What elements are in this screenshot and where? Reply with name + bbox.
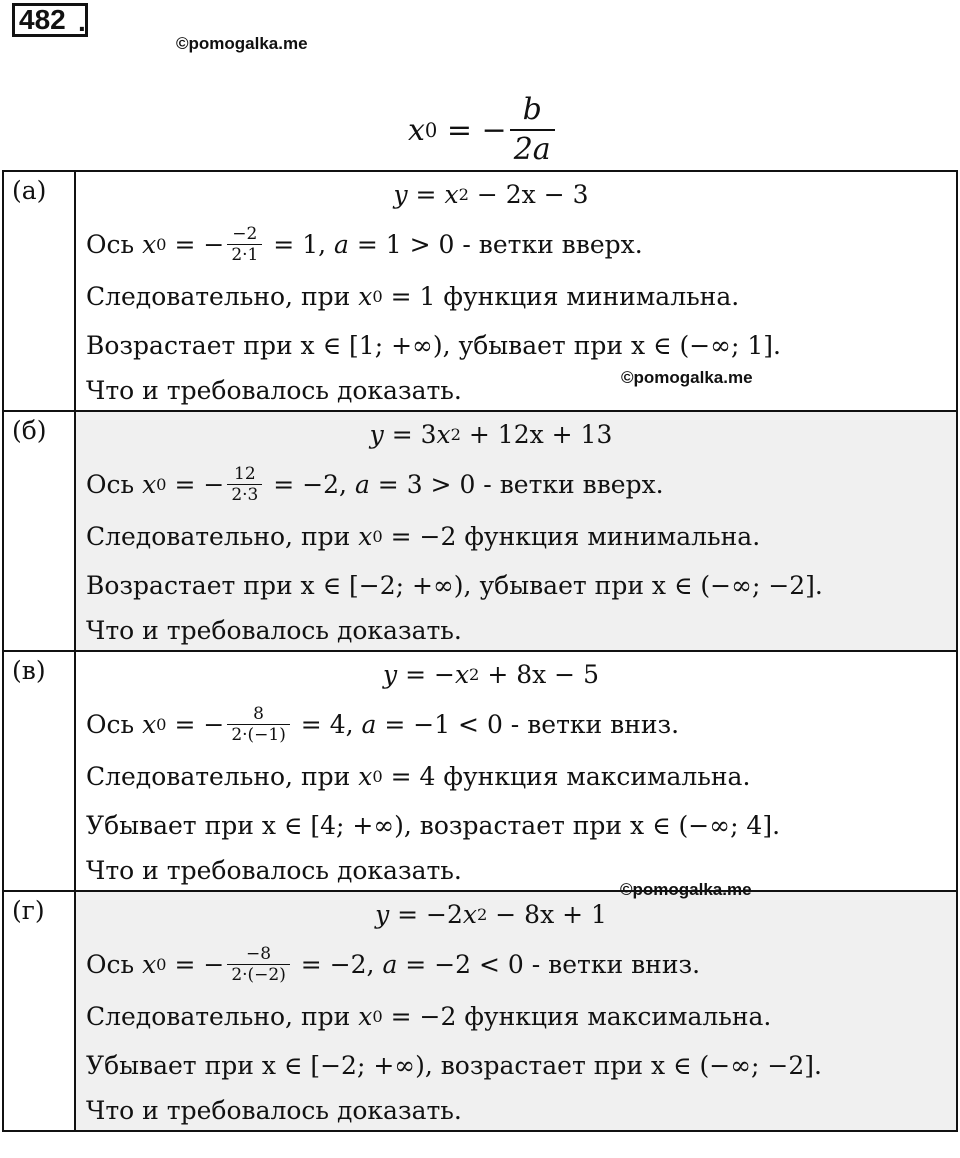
- conclusion-x: x: [358, 762, 373, 791]
- axis-eq: = −: [166, 469, 225, 499]
- axis-condition: = −2 < 0: [397, 949, 524, 979]
- watermark-mid: ©pomogalka.me: [621, 368, 753, 387]
- part-row: [3, 411, 957, 651]
- eq-rest: + 8x − 5: [479, 659, 599, 689]
- qed-line: Что и требовалось доказать.: [86, 1095, 462, 1125]
- conclusion-line: [86, 752, 956, 801]
- part-label: (в): [3, 651, 75, 891]
- conclusion-text: функция максимальна.: [435, 762, 751, 791]
- axis-denominator: 2·1: [227, 244, 262, 265]
- formula-sub: 0: [424, 118, 438, 142]
- formula-eq: = −: [437, 112, 507, 148]
- eq-mid: = −2: [389, 899, 463, 929]
- axis-fraction: [227, 464, 262, 505]
- eq-y: y: [369, 419, 384, 449]
- axis-condition: = 1 > 0: [348, 229, 455, 259]
- eq-y: y: [393, 179, 408, 209]
- axis-result: = −2,: [292, 949, 383, 979]
- axis-sub: 0: [156, 474, 167, 494]
- eq-sup: 2: [458, 184, 469, 204]
- axis-fraction: [227, 944, 290, 985]
- conclusion-prefix: Следовательно, при: [86, 1002, 359, 1031]
- axis-x: x: [142, 949, 157, 979]
- axis-a: a: [361, 709, 377, 739]
- conclusion-x: x: [358, 522, 373, 551]
- conclusion-prefix: Следовательно, при: [86, 522, 359, 551]
- part-equation: [86, 892, 956, 936]
- eq-sup: 2: [469, 664, 480, 684]
- axis-numerator: 8: [253, 703, 264, 724]
- axis-denominator: 2·(−2): [227, 964, 290, 985]
- axis-prefix: Ось: [86, 229, 143, 259]
- part-equation: [86, 172, 956, 216]
- conclusion-sub: 0: [372, 527, 383, 546]
- eq-x: x: [436, 419, 451, 449]
- conclusion-value: = 1: [382, 282, 436, 311]
- conclusion-value: = −2: [382, 522, 457, 551]
- conclusion-sub: 0: [372, 767, 383, 786]
- part-body: [75, 171, 957, 411]
- qed-line: Что и требовалось доказать.: [86, 615, 462, 645]
- axis-x: x: [142, 709, 157, 739]
- conclusion-value: = 4: [382, 762, 436, 791]
- axis-x: x: [142, 469, 157, 499]
- eq-rest: − 2x − 3: [468, 179, 589, 209]
- axis-result: = 4,: [292, 709, 362, 739]
- axis-result: = −2,: [265, 469, 355, 499]
- conclusion-x: x: [358, 1002, 373, 1031]
- monotonicity-line: Возрастает при x ∈ [−2; +∞), убывает при x ∈ (−∞; −2].: [86, 571, 823, 600]
- axis-a: a: [382, 949, 398, 979]
- axis-a: a: [334, 229, 349, 259]
- axis-eq: = −: [166, 229, 225, 259]
- eq-rest: + 12x + 13: [460, 419, 613, 449]
- watermark-top: ©pomogalka.me: [176, 34, 308, 53]
- axis-prefix: Ось: [86, 709, 143, 739]
- axis-condition: = −1 < 0: [376, 709, 503, 739]
- problem-number: 482: [12, 3, 88, 37]
- axis-branch: - ветки вверх.: [454, 229, 643, 259]
- conclusion-x: x: [358, 282, 373, 311]
- formula-x: x: [408, 112, 425, 148]
- vertex-formula: [408, 90, 558, 170]
- eq-y: y: [383, 659, 398, 689]
- part-row: [3, 171, 957, 411]
- formula-numerator: b: [522, 92, 542, 127]
- eq-mid: = 3: [383, 419, 437, 449]
- part-row: [3, 891, 957, 1131]
- conclusion-line: [86, 512, 956, 561]
- eq-sup: 2: [477, 904, 488, 924]
- axis-line: [86, 456, 956, 512]
- axis-eq: = −: [166, 709, 225, 739]
- part-equation: [86, 412, 956, 456]
- eq-sup: 2: [450, 424, 461, 444]
- conclusion-prefix: Следовательно, при: [86, 762, 359, 791]
- conclusion-text: функция минимальна.: [456, 522, 761, 551]
- conclusion-line: [86, 272, 956, 321]
- axis-a: a: [354, 469, 370, 499]
- axis-line: [86, 216, 956, 272]
- part-equation: [86, 652, 956, 696]
- axis-sub: 0: [156, 234, 167, 254]
- axis-sub: 0: [156, 954, 167, 974]
- axis-numerator: −2: [232, 223, 258, 244]
- conclusion-text: функция максимальна.: [456, 1002, 772, 1031]
- qed-line: Что и требовалось доказать.: [86, 375, 462, 405]
- axis-line: [86, 696, 956, 752]
- conclusion-value: = −2: [382, 1002, 457, 1031]
- eq-x: x: [454, 659, 470, 689]
- part-body: [75, 891, 957, 1131]
- monotonicity-line: Убывает при x ∈ [4; +∞), возрастает при x ∈ (−∞; 4].: [86, 811, 781, 840]
- conclusion-text: функция минимальна.: [435, 282, 740, 311]
- conclusion-prefix: Следовательно, при: [86, 282, 359, 311]
- axis-prefix: Ось: [86, 949, 143, 979]
- eq-mid: = −: [397, 659, 455, 689]
- monotonicity-line: Убывает при x ∈ [−2; +∞), возрастает при x ∈ (−∞; −2].: [86, 1051, 822, 1080]
- axis-fraction: [227, 704, 290, 745]
- watermark-low: ©pomogalka.me: [620, 880, 752, 899]
- axis-prefix: Ось: [86, 469, 143, 499]
- formula-fraction: [510, 91, 555, 169]
- axis-fraction: [227, 224, 262, 265]
- axis-sub: 0: [156, 714, 167, 734]
- axis-line: [86, 936, 956, 992]
- conclusion-sub: 0: [372, 287, 383, 306]
- axis-branch: - ветки вниз.: [523, 949, 701, 979]
- axis-branch: - ветки вверх.: [475, 469, 664, 499]
- monotonicity-line: Возрастает при x ∈ [1; +∞), убывает при x ∈ (−∞; 1].: [86, 331, 781, 360]
- conclusion-line: [86, 992, 956, 1041]
- axis-eq: = −: [166, 949, 225, 979]
- solution-table: [2, 170, 958, 1132]
- axis-x: x: [142, 229, 157, 259]
- eq-x: x: [462, 899, 477, 929]
- axis-result: = 1,: [265, 229, 334, 259]
- part-label: (а): [3, 171, 75, 411]
- part-body: [75, 651, 957, 891]
- eq-y: y: [375, 899, 390, 929]
- axis-branch: - ветки вниз.: [502, 709, 680, 739]
- eq-rest: − 8x + 1: [487, 899, 607, 929]
- axis-denominator: 2·3: [227, 484, 262, 505]
- axis-condition: = 3 > 0: [369, 469, 476, 499]
- problem-number-dot: .: [78, 6, 86, 37]
- eq-mid: =: [407, 179, 445, 209]
- qed-line: Что и требовалось доказать.: [86, 855, 462, 885]
- formula-denominator: 2a: [510, 129, 555, 169]
- axis-numerator: 12: [234, 463, 256, 484]
- part-row: [3, 651, 957, 891]
- eq-x: x: [444, 179, 459, 209]
- part-label: (б): [3, 411, 75, 651]
- part-body: [75, 411, 957, 651]
- part-label: (г): [3, 891, 75, 1131]
- conclusion-sub: 0: [372, 1007, 383, 1026]
- axis-denominator: 2·(−1): [227, 724, 290, 745]
- axis-numerator: −8: [246, 943, 272, 964]
